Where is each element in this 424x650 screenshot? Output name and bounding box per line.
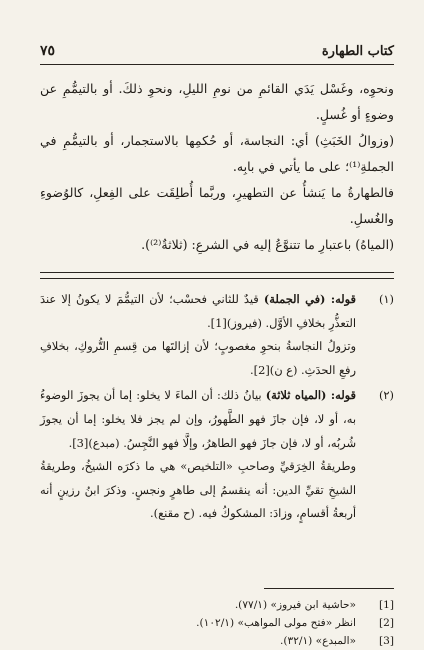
- note-text: [40, 288, 356, 335]
- footnote-number: [3]: [378, 635, 394, 647]
- footnote-references: [40, 596, 394, 650]
- separator-rule: [40, 278, 394, 279]
- footnote-rule: [264, 588, 394, 589]
- footnote-item: [40, 614, 394, 632]
- footnote-number: [1]: [378, 599, 394, 611]
- main-paragraph: ونحوِه، وغَسْل يَدَي القائمِ من نومِ الليلِ، ونحوِ ذلكَ. أو بالتيمُّمِ عن وضوءٍ أو غُسلٍ.: [40, 81, 394, 122]
- footnote-item: [40, 632, 394, 650]
- note-number: (٢): [378, 388, 394, 403]
- commentary-note: [40, 288, 394, 382]
- commentary-note: [40, 384, 394, 526]
- note-text: وطريقةُ الخِرَقيِّ وصاحبِ «التلخيص» هي ما ذكرَه الشيخُ، وطريقةُ الشيخِ تقيِّ الدين: أنه ينقسمُ إلى طاهرٍ ونجسٍ. وذكرَ ابنُ رزينٍ أنه أربعةُ أقسامٍ، وزادَ: المشكوكُ فيه. (ح مقنع).: [40, 459, 356, 521]
- note-text: وتزولُ النجاسةُ بنحوِ مغصوبٍ؛ لأن إزالتَها من قِسمِ التُّروكِ، بخلافِ رفعِ الحدَثِ. (ع ن)[2].: [40, 339, 356, 377]
- chapter-title: كتاب الطهارة: [321, 44, 394, 59]
- commentary-notes: [40, 288, 394, 528]
- note-body: قيدٌ للثاني فحسْب؛ لأن التيمُّمَ لا يكونُ إلا عندَ التعذُّرِ بخلافِ الأوَّل. (فيروز)[1].: [40, 292, 356, 330]
- footnote-number: [2]: [378, 617, 394, 629]
- footnote-item: [40, 596, 394, 614]
- main-paragraph: فالطهارةُ ما يَنشأُ عن التطهيرِ، وربَّما أُطلِقَت على الفِعلِ، كالوُضوءِ والغُسلِ.: [40, 185, 394, 226]
- main-text: [40, 76, 394, 258]
- page-number: ٧٥: [40, 43, 56, 59]
- separator-rule: [40, 272, 394, 273]
- main-paragraph: (المياهُ) باعتبارِ ما تتنوَّعُ إليه في الشرعِ: (ثلاثةٌ⁽²⁾).: [141, 237, 394, 252]
- main-paragraph: (وزوالُ الخَبَثِ) أي: النجاسة، أو حُكمِها بالاستجمار، أو بالتيمُّمِ في الجملةِ⁽¹⁾؛ على ما يأتي في بابِه.: [40, 133, 394, 174]
- footnote-text: «حاشية ابن فيروز» (٧٧/١).: [234, 599, 356, 611]
- note-number: (١): [378, 292, 394, 306]
- running-header: [40, 44, 394, 65]
- note-body: بيانُ ذلك: أن الماءَ لا يخلو: إما أن يجوزَ الوضوءُ به، أو لا، فإن جازَ فهو الطَّهورُ، وإن لم يجز فلا يخلو: إما أن يجوزَ شُربُه، أو لا، فإن جازَ فهو الطاهرُ، وإلَّا فهو النَّجِسُ. (مبدع)[3].: [40, 388, 356, 450]
- note-text: [40, 384, 356, 455]
- footnote-text: «المبدع» (٣٢/١).: [280, 635, 356, 647]
- note-lead: قوله: (المياه ثلاثة): [265, 388, 356, 403]
- note-lead: قوله: (في الجملة): [263, 292, 356, 306]
- footnote-text: انظر «فتح مولى المواهب» (١٠٢/١).: [196, 617, 356, 629]
